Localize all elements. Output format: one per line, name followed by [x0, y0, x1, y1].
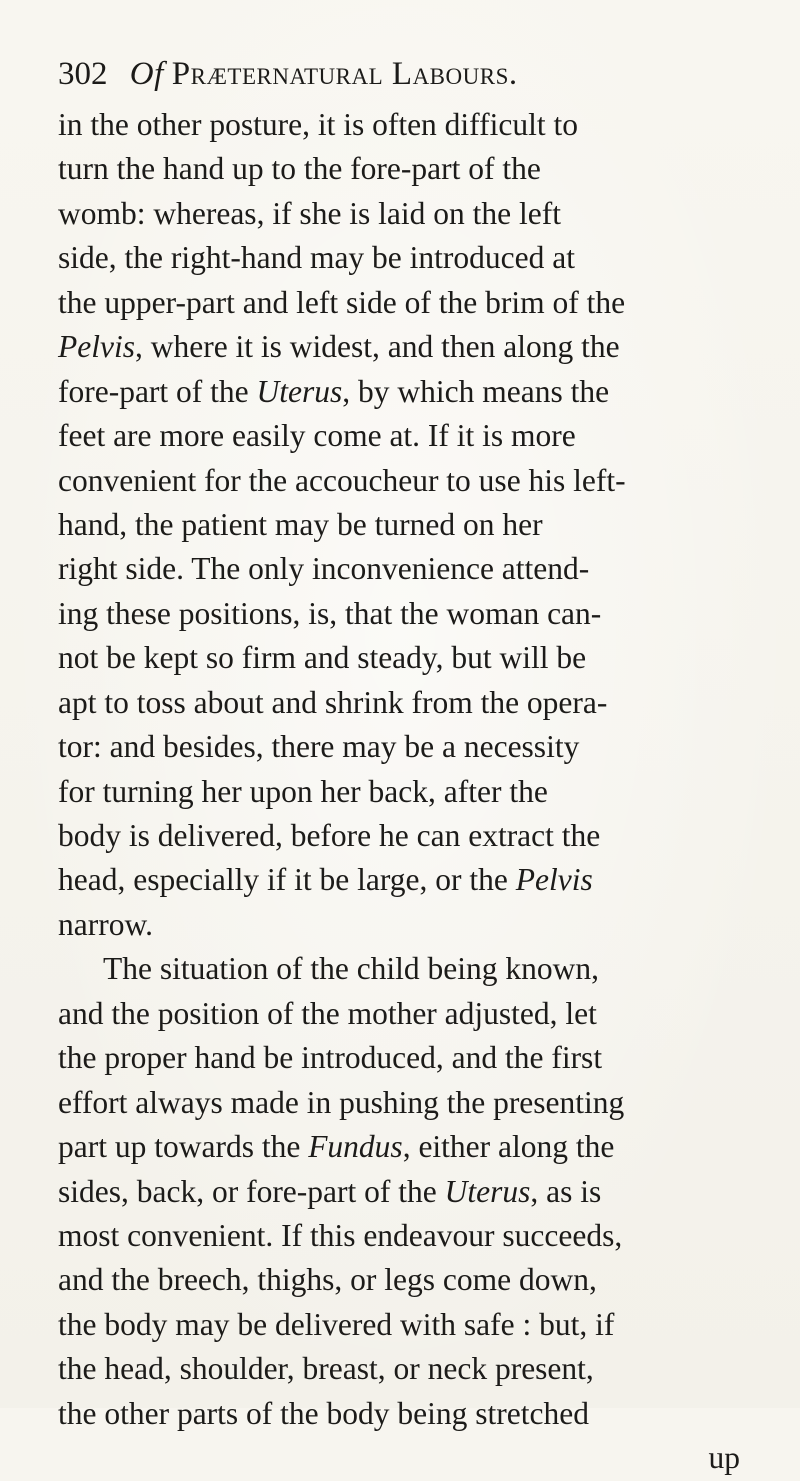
text-run: side, the right-hand may be introduced at: [58, 240, 575, 276]
text-line: [58, 770, 788, 814]
text-line: [58, 814, 788, 858]
text-run: convenient for the accoucheur to use his left-: [58, 462, 626, 498]
italic-term: Uterus: [256, 373, 343, 409]
text-line: [58, 192, 788, 236]
body-text: [58, 103, 788, 1481]
text-run: , as is: [530, 1173, 602, 1209]
text-run: , where it is widest, and then along the: [134, 329, 620, 365]
text-run: part up towards the: [58, 1129, 309, 1165]
text-line: [58, 1036, 788, 1080]
text-line: [58, 681, 788, 725]
text-line: [58, 147, 788, 191]
italic-term: Fundus: [308, 1129, 403, 1165]
text-line: [58, 414, 788, 458]
text-run: tor: and besides, there may be a necessity: [58, 729, 580, 765]
catchword: up: [708, 1440, 740, 1476]
running-title-of: Of: [129, 56, 164, 92]
text-line: [58, 103, 788, 147]
text-line: [58, 1392, 788, 1436]
page-number: 302: [58, 56, 108, 92]
text-run: the body may be delivered with safe : but, if: [58, 1306, 615, 1342]
text-run: the other parts of the body being stretched: [58, 1395, 589, 1431]
italic-term: Pelvis: [58, 329, 135, 365]
text-run: sides, back, or fore-part of the: [58, 1173, 445, 1209]
text-run: hand, the patient may be turned on her: [58, 506, 543, 542]
text-run: right side. The only inconvenience attend-: [58, 551, 590, 587]
text-line: [58, 903, 788, 947]
text-run: turn the hand up to the fore-part of the: [58, 151, 541, 187]
text-run: , either along the: [402, 1129, 615, 1165]
text-run: apt to toss about and shrink from the opera-: [58, 684, 608, 720]
text-line: [58, 370, 788, 414]
text-line: [58, 459, 788, 503]
text-line: [58, 1170, 788, 1214]
text-run: head, especially if it be large, or the: [58, 862, 516, 898]
running-title: [130, 52, 518, 96]
text-run: for turning her upon her back, after the: [58, 773, 548, 809]
text-line: [58, 1303, 788, 1347]
text-run: body is delivered, before he can extract the: [58, 818, 601, 853]
text-run: in the other posture, it is often difficult to: [58, 107, 578, 142]
text-line: [58, 1125, 788, 1169]
text-line: [58, 236, 788, 280]
text-run: effort always made in pushing the presenting: [58, 1084, 625, 1120]
text-line: [58, 636, 788, 680]
text-line: [58, 1081, 788, 1125]
text-run: fore-part of the: [58, 373, 257, 409]
text-line: [58, 281, 788, 325]
text-line: [58, 1347, 788, 1391]
text-run: womb: whereas, if she is laid on the left: [58, 195, 562, 231]
text-line: [58, 992, 788, 1036]
text-run: and the position of the mother adjusted, let: [58, 995, 597, 1031]
text-run: feet are more easily come at. If it is more: [58, 418, 576, 454]
text-line: [58, 1258, 788, 1302]
text-line: [58, 725, 788, 769]
text-run: and the breech, thighs, or legs come down,: [58, 1262, 597, 1298]
text-run: the upper-part and left side of the brim of the: [58, 284, 626, 320]
text-run: the proper hand be introduced, and the first: [58, 1040, 603, 1076]
italic-term: Pelvis: [515, 862, 593, 898]
text-line: [58, 592, 788, 636]
text-run: the head, shoulder, breast, or neck present,: [58, 1351, 594, 1387]
text-line: [58, 503, 788, 547]
text-run: not be kept so firm and steady, but will be: [58, 640, 587, 676]
italic-term: Uterus: [444, 1173, 531, 1209]
page-header: [58, 52, 778, 96]
text-run: ing these positions, is, that the woman can-: [58, 595, 602, 631]
text-run: The situation of the child being known,: [103, 951, 600, 987]
text-run: , by which means the: [342, 373, 610, 409]
text-line: [58, 325, 788, 369]
text-run: most convenient. If this endeavour succeeds,: [58, 1217, 623, 1253]
text-run: narrow.: [58, 906, 154, 942]
text-line: [58, 1214, 788, 1258]
text-line: [58, 947, 788, 991]
text-line: [58, 858, 788, 902]
running-title-main: Præternatural Labours.: [171, 56, 518, 92]
text-line: [58, 547, 788, 591]
